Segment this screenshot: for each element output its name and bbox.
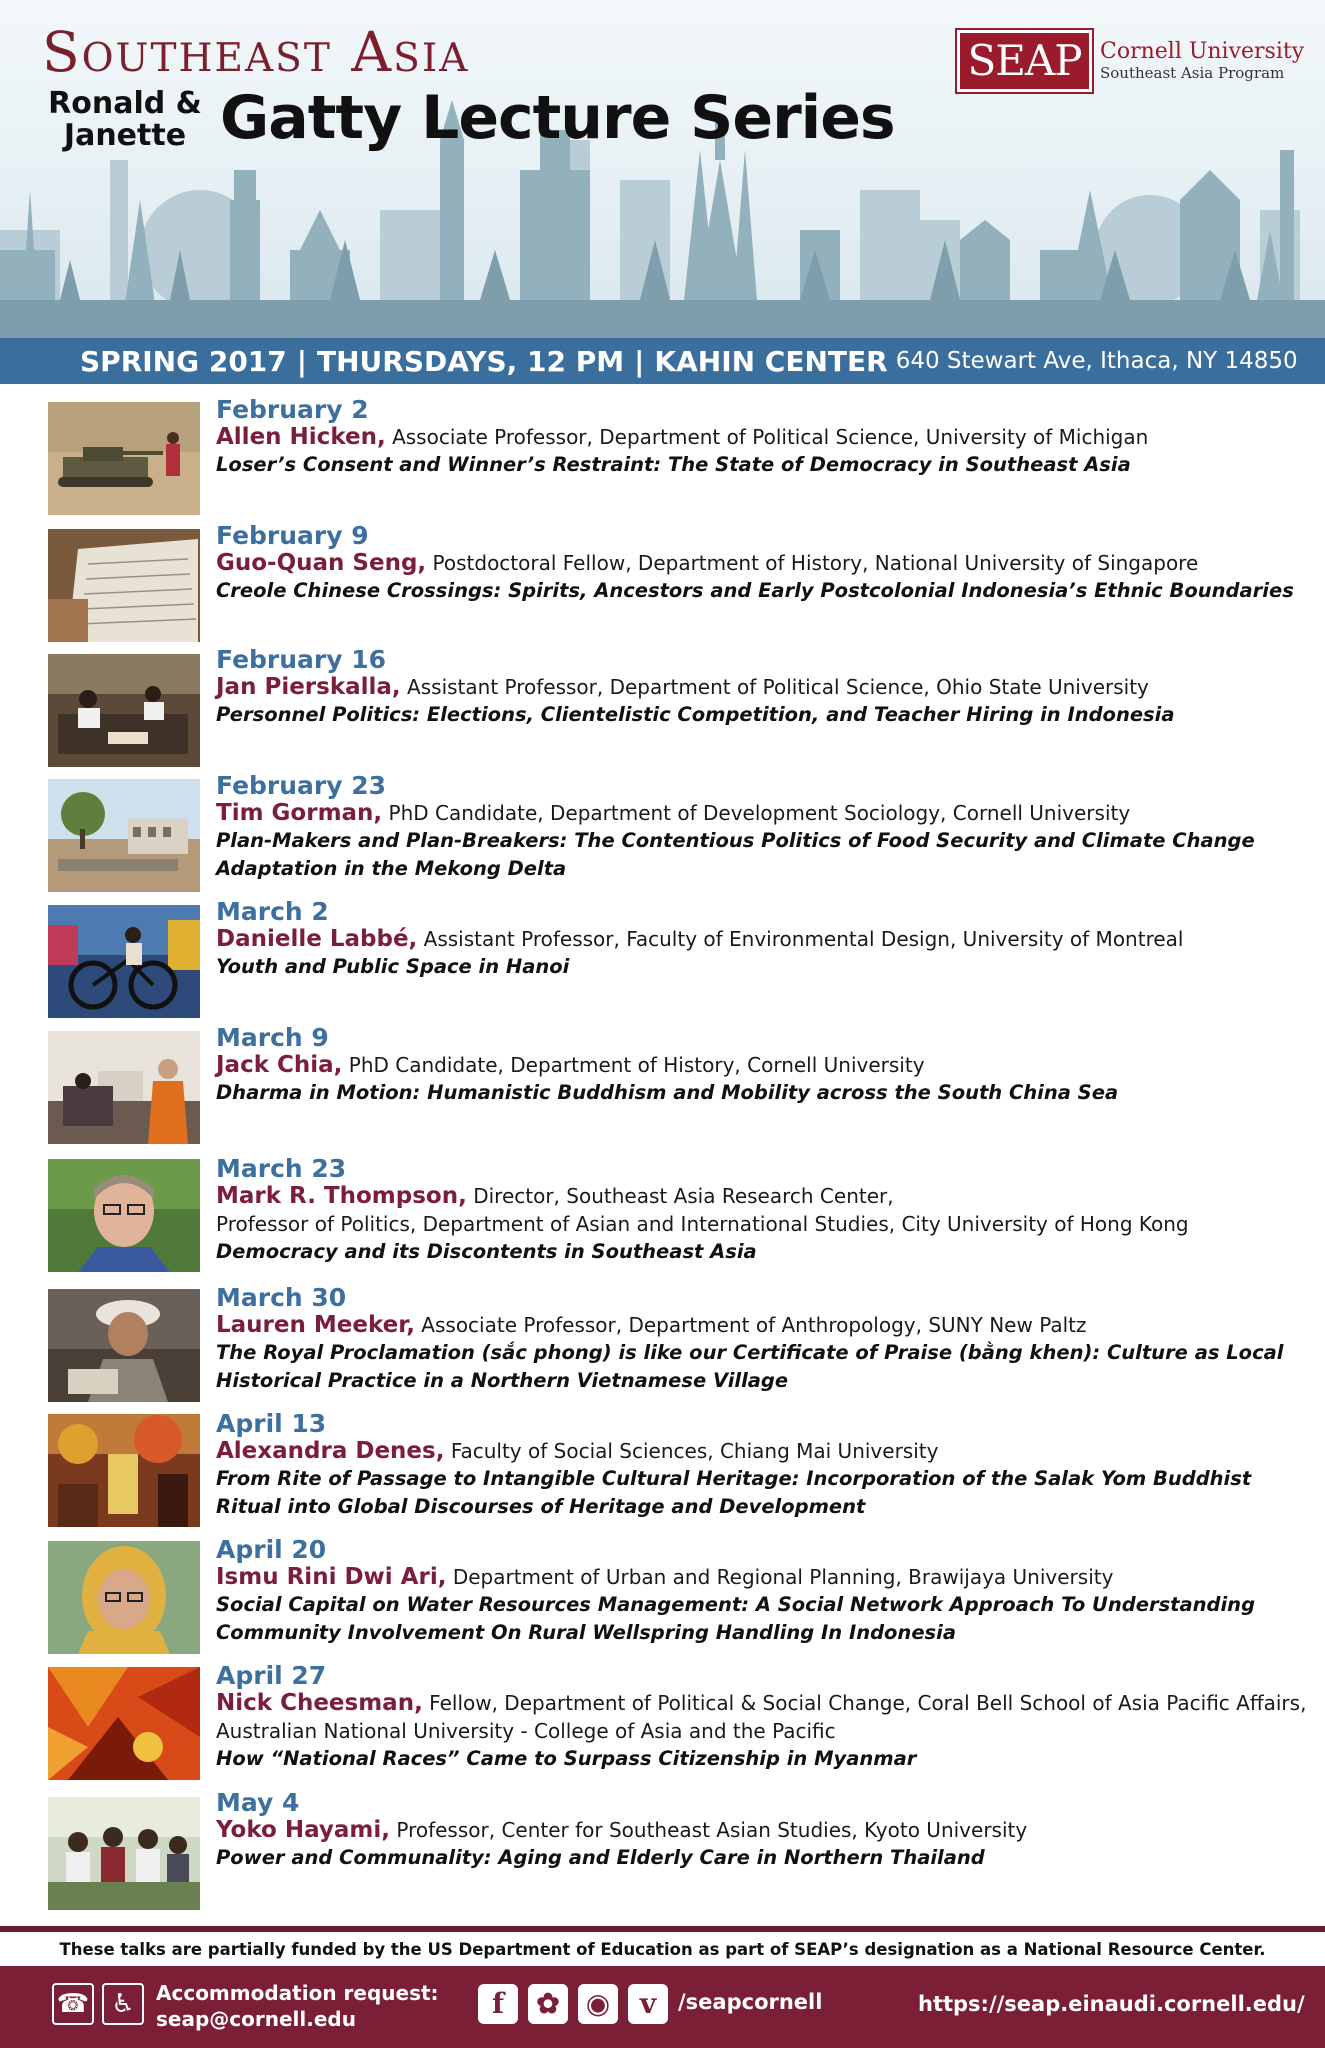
lecture-text xyxy=(216,772,1306,883)
speaker-name: Jack Chia, xyxy=(216,1052,343,1078)
lecture-photo-bicycle xyxy=(48,905,200,1018)
hearing-icon: ☎ xyxy=(52,1983,94,2025)
lecture-speaker xyxy=(216,1437,1306,1465)
speaker-affiliation: Assistant Professor, Faculty of Environmental Design, University of Montreal xyxy=(423,927,1184,951)
lecture-photo-classroom xyxy=(48,654,200,767)
lecture-date: March 30 xyxy=(216,1283,347,1312)
lecture-date: February 9 xyxy=(216,521,369,550)
divider-line xyxy=(0,1926,1325,1932)
speaker-affiliation: Fellow, Department of Political & Social Change, Coral Bell School of Asia Pacific Affairs, xyxy=(429,1691,1307,1715)
title-southeast-asia: Southeast Asia xyxy=(42,20,470,84)
speaker-name: Guo-Quan Seng, xyxy=(216,550,427,576)
lecture-text xyxy=(216,1284,1306,1395)
lecture-text xyxy=(216,1155,1306,1266)
venue-address: 640 Stewart Ave, Ithaca, NY 14850 xyxy=(895,348,1298,374)
lecture-title-line2: Community Involvement On Rural Wellspring Handling In Indonesia xyxy=(216,1621,956,1644)
lecture-photo-monk xyxy=(48,1031,200,1144)
lecture-date: February 23 xyxy=(216,771,387,800)
lecture-title-line2: Ritual into Global Discourses of Heritage and Development xyxy=(216,1495,866,1518)
lecture-date: April 20 xyxy=(216,1535,327,1564)
speaker-affiliation-line2: Professor of Politics, Department of Asian and International Studies, City University of Hong Kong xyxy=(216,1212,1189,1236)
lecture-text xyxy=(216,1662,1306,1773)
lecture-date: April 13 xyxy=(216,1409,327,1438)
lecture-date: February 2 xyxy=(216,395,369,424)
lecture-speaker xyxy=(216,1051,1306,1079)
lecture-photo-portrait xyxy=(48,1159,200,1272)
speaker-name: Ismu Rini Dwi Ari, xyxy=(216,1564,447,1590)
speaker-affiliation: Associate Professor, Department of Anthropology, SUNY New Paltz xyxy=(421,1313,1087,1337)
series-title: Gatty Lecture Series xyxy=(220,83,895,153)
lecture-text xyxy=(216,1536,1306,1647)
day-time-label: THURSDAYS, 12 PM xyxy=(317,344,625,378)
lecture-title-line1: Social Capital on Water Resources Management: A Social Network Approach To Understanding xyxy=(216,1593,1256,1616)
speaker-name: Jan Pierskalla, xyxy=(216,674,401,700)
lecture-speaker xyxy=(216,799,1306,827)
speaker-affiliation: Professor, Center for Southeast Asian Studies, Kyoto University xyxy=(396,1818,1028,1842)
speaker-affiliation: Department of Urban and Regional Planning, Brawijaya University xyxy=(452,1565,1114,1589)
lecture-photo-group xyxy=(48,1797,200,1910)
lecture-speaker xyxy=(216,925,1306,953)
title-donor-names xyxy=(40,88,210,152)
speaker-affiliation: Postdoctoral Fellow, Department of History, National University of Singapore xyxy=(432,551,1199,575)
logo-university: Cornell University xyxy=(1100,39,1305,64)
lecture-date: March 23 xyxy=(216,1154,347,1183)
lecture-photo-elder xyxy=(48,1289,200,1402)
speaker-affiliation: Assistant Professor, Department of Political Science, Ohio State University xyxy=(407,675,1149,699)
lecture-title: Democracy and its Discontents in Southeast Asia xyxy=(216,1240,757,1263)
seap-logo[interactable] xyxy=(957,30,1304,92)
speaker-name: Lauren Meeker, xyxy=(216,1312,415,1338)
social-handle[interactable]: /seapcornell xyxy=(678,1990,823,2014)
lecture-photo-ceremony xyxy=(48,1414,200,1527)
footer-bar xyxy=(0,1966,1325,2048)
vimeo-icon[interactable]: v xyxy=(628,1984,668,2024)
twitter-icon[interactable]: ✿ xyxy=(528,1984,568,2024)
lecture-date: March 9 xyxy=(216,1023,329,1052)
header xyxy=(0,0,1325,338)
speaker-name: Mark R. Thompson, xyxy=(216,1183,467,1209)
funding-note: These talks are partially funded by the US Department of Education as part of SEAP’s designation as a National Resource Center. xyxy=(59,1940,1266,1959)
separator: | xyxy=(296,344,307,378)
lecture-title: Power and Communality: Aging and Elderly Care in Northern Thailand xyxy=(216,1846,985,1869)
seap-logo-mark: SEAP xyxy=(957,30,1092,92)
speaker-affiliation: Associate Professor, Department of Political Science, University of Michigan xyxy=(392,425,1149,449)
lecture-date: February 16 xyxy=(216,645,387,674)
lecture-photo-tank xyxy=(48,402,200,515)
lecture-text xyxy=(216,898,1306,981)
speaker-name: Tim Gorman, xyxy=(216,800,383,826)
venue-label: KAHIN CENTER xyxy=(654,344,888,378)
website-link[interactable]: https://seap.einaudi.cornell.edu/ xyxy=(918,1992,1305,2016)
lecture-speaker xyxy=(216,1816,1306,1844)
lecture-date: March 2 xyxy=(216,897,329,926)
lecture-title-line2: Historical Practice in a Northern Vietnamese Village xyxy=(216,1369,789,1392)
schedule-info-bar xyxy=(0,338,1325,384)
lecture-text xyxy=(216,396,1306,479)
lecture-photo-artwork xyxy=(48,1667,200,1780)
lecture-text xyxy=(216,1024,1306,1107)
speaker-affiliation: Director, Southeast Asia Research Center, xyxy=(473,1184,894,1208)
lecture-speaker xyxy=(216,1563,1306,1591)
lecture-text xyxy=(216,646,1306,729)
lecture-speaker xyxy=(216,1182,1306,1210)
lecture-title-line2: Adaptation in the Mekong Delta xyxy=(216,857,567,880)
term-label: SPRING 2017 xyxy=(80,344,287,378)
lecture-speaker xyxy=(216,673,1306,701)
lecture-title: Loser’s Consent and Winner’s Restraint: The State of Democracy in Southeast Asia xyxy=(216,453,1131,476)
lecture-title: Youth and Public Space in Hanoi xyxy=(216,955,570,978)
seap-logo-text xyxy=(1100,40,1304,82)
lecture-speaker xyxy=(216,1689,1306,1717)
lecture-speaker xyxy=(216,549,1306,577)
speaker-affiliation: PhD Candidate, Department of History, Cornell University xyxy=(348,1053,925,1077)
lecture-photo-construction xyxy=(48,779,200,892)
speaker-name: Nick Cheesman, xyxy=(216,1690,423,1716)
instagram-icon[interactable]: ◉ xyxy=(578,1984,618,2024)
lecture-speaker xyxy=(216,1311,1306,1339)
lecture-title: Creole Chinese Crossings: Spirits, Ancestors and Early Postcolonial Indonesia’s Ethnic Boundaries xyxy=(216,579,1294,602)
separator: | xyxy=(634,344,645,378)
accommodation-label: Accommodation request: xyxy=(156,1981,439,2005)
facebook-icon[interactable]: f xyxy=(478,1984,518,2024)
speaker-name: Danielle Labbé, xyxy=(216,926,418,952)
lecture-date: April 27 xyxy=(216,1661,327,1690)
speaker-name: Yoko Hayami, xyxy=(216,1817,390,1843)
lecture-photo-portrait-hijab xyxy=(48,1541,200,1654)
lecture-text xyxy=(216,1789,1306,1872)
speaker-name: Allen Hicken, xyxy=(216,424,386,450)
donor-names-line1: Ronald & xyxy=(48,86,202,121)
lecture-title: How “National Races” Came to Surpass Citizenship in Myanmar xyxy=(216,1747,917,1770)
lecture-title-line1: The Royal Proclamation (sắc phong) is like our Certificate of Praise (bằng khen): Culture as Local xyxy=(216,1341,1284,1364)
lecture-title: Personnel Politics: Elections, Clientelistic Competition, and Teacher Hiring in Indonesia xyxy=(216,703,1175,726)
accommodation-email-link[interactable]: seap@cornell.edu xyxy=(156,2007,356,2031)
lecture-title: Dharma in Motion: Humanistic Buddhism and Mobility across the South China Sea xyxy=(216,1081,1119,1104)
lecture-text xyxy=(216,1410,1306,1521)
lecture-speaker xyxy=(216,423,1306,451)
lecture-photo-documents xyxy=(48,529,200,642)
lecture-date: May 4 xyxy=(216,1788,300,1817)
lecture-text xyxy=(216,522,1306,605)
accommodation-info xyxy=(156,1980,439,2032)
speaker-name: Alexandra Denes, xyxy=(216,1438,445,1464)
speaker-affiliation: PhD Candidate, Department of Development Sociology, Cornell University xyxy=(388,801,1131,825)
lecture-title-line1: Plan-Makers and Plan-Breakers: The Contentious Politics of Food Security and Climate Change xyxy=(216,829,1255,852)
wheelchair-icon: ♿ xyxy=(102,1983,144,2025)
speaker-affiliation: Faculty of Social Sciences, Chiang Mai University xyxy=(450,1439,939,1463)
logo-program: Southeast Asia Program xyxy=(1100,64,1285,82)
lecture-title-line1: From Rite of Passage to Intangible Cultural Heritage: Incorporation of the Salak Yom Buddhist xyxy=(216,1467,1252,1490)
donor-names-line2: Janette xyxy=(63,118,187,153)
speaker-affiliation-line2: Australian National University - College of Asia and the Pacific xyxy=(216,1719,836,1743)
